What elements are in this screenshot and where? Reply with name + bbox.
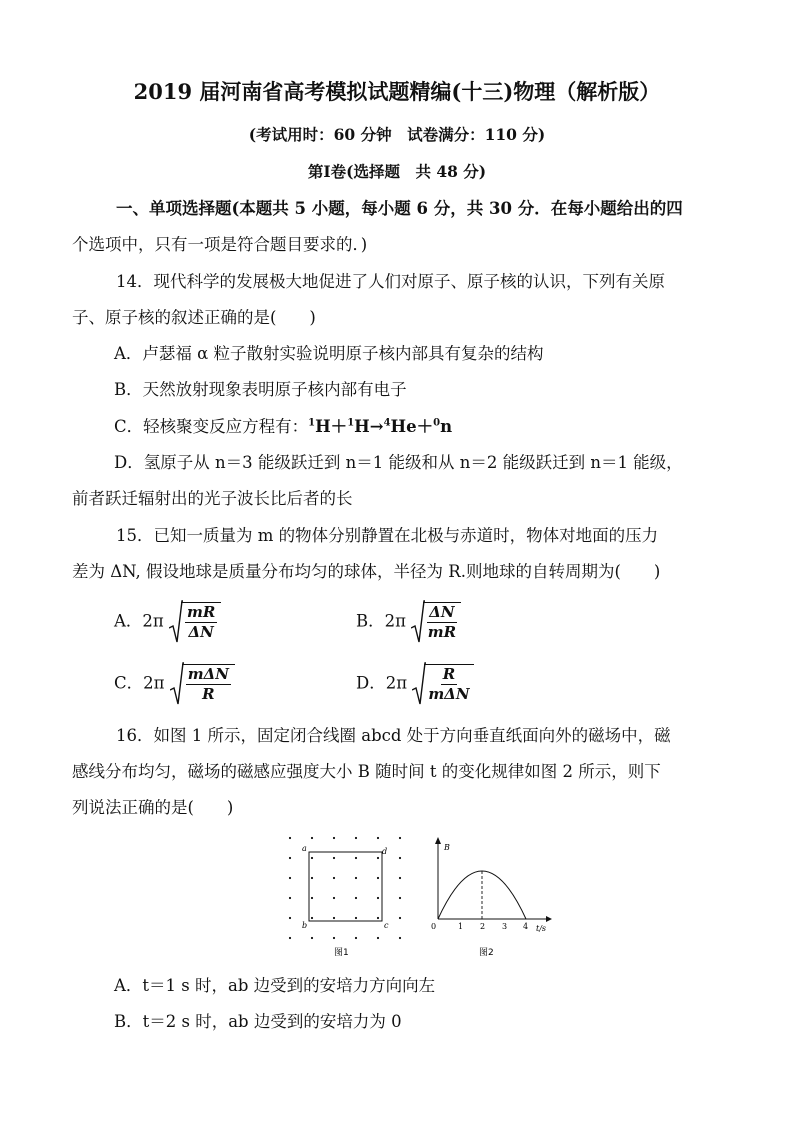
field-dot [355, 837, 357, 839]
q15-a-label: A．2π [114, 611, 164, 631]
q14-c-mass-2: 1 [347, 417, 355, 429]
page-title: 2019 届河南省高考模拟试题精编(十三)物理（解析版） [133, 79, 661, 104]
field-dot [399, 917, 401, 919]
coil-abcd [309, 852, 382, 921]
q15-stem-line-2: 差为 ΔN, 假设地球是质量分布均匀的球体，半径为 R.则地球的自转周期为( ) [72, 562, 661, 581]
field-dot [289, 937, 291, 939]
field-dot [311, 897, 313, 899]
q14-stem-line-2: 子、原子核的叙述正确的是( ) [72, 308, 316, 327]
q14-c-eq-3: He＋ [390, 417, 434, 436]
field-dot [289, 857, 291, 859]
q15-d-label: D．2π [356, 673, 408, 693]
field-dot [289, 917, 291, 919]
q15-a-radical [169, 600, 221, 644]
field-dot [377, 857, 379, 859]
origin-label: 0 [431, 922, 437, 931]
figure-2-graph [428, 836, 558, 960]
q15-c-denominator: R [202, 685, 215, 703]
field-dot [333, 937, 335, 939]
field-dot [355, 857, 357, 859]
instructions-line-2: 个选项中，只有一项是符合题目要求的．) [72, 235, 368, 254]
field-dot [377, 877, 379, 879]
q14-option-c-prefix: C．轻核聚变反应方程有： [114, 417, 309, 436]
field-dot [399, 937, 401, 939]
q15-stem-line-1: 15．已知一质量为 m 的物体分别静置在北极与赤道时，物体对地面的压力 [116, 526, 659, 545]
q15-d-numerator: R [442, 665, 456, 683]
q14-option-d-line-2: 前者跃迁辐射出的光子波长比后者的长 [72, 489, 353, 508]
q14-c-eq-1: H＋ [315, 417, 348, 436]
field-dot [289, 837, 291, 839]
x-axis-arrow-icon [546, 916, 552, 922]
field-dot [377, 837, 379, 839]
q15-option-d [356, 662, 474, 706]
field-dot [399, 877, 401, 879]
q16-option-b: B．t＝2 s 时，ab 边受到的安培力为 0 [114, 1012, 402, 1031]
field-dot [311, 937, 313, 939]
q14-c-mass-1: 1 [308, 417, 316, 429]
field-dot [289, 877, 291, 879]
q14-c-eq-4: n [440, 417, 453, 436]
instructions-line-1: 一、单项选择题(本题共 5 小题，每小题 6 分，共 30 分．在每小题给出的四 [116, 199, 683, 218]
q15-a-fraction [181, 602, 221, 642]
field-dot [333, 837, 335, 839]
field-dot [311, 877, 313, 879]
y-axis-arrow-icon [435, 837, 441, 844]
q16-stem-line-3: 列说法正确的是( ) [72, 798, 234, 817]
tick-label-3: 3 [502, 922, 508, 931]
q15-d-denominator: mΔN [428, 685, 470, 703]
coil-corner-a: a [302, 844, 307, 853]
q15-option-a [114, 600, 221, 644]
field-dot [377, 917, 379, 919]
q15-b-numerator: ΔN [429, 603, 455, 621]
q15-option-c [114, 662, 235, 706]
field-dot [333, 877, 335, 879]
field-dot [333, 917, 335, 919]
q16-option-a: A．t＝1 s 时，ab 边受到的安培力方向向左 [114, 976, 436, 995]
q15-d-fraction [424, 664, 473, 704]
q15-c-fraction [182, 664, 235, 704]
q15-c-radical [170, 662, 235, 706]
q14-option-b: B．天然放射现象表明原子核内部有电子 [114, 380, 407, 399]
field-dot [377, 937, 379, 939]
q14-c-eq-2: H→ [354, 417, 384, 436]
exam-info: (考试用时：60 分钟 试卷满分：110 分) [248, 125, 546, 144]
field-dot [311, 857, 313, 859]
coil-corner-c: c [384, 921, 389, 930]
q15-a-numerator: mR [187, 603, 216, 621]
figure-1-caption: 图1 [334, 948, 349, 958]
q14-option-a: A．卢瑟福 α 粒子散射实验说明原子核内部具有复杂的结构 [114, 344, 544, 363]
field-dot [311, 917, 313, 919]
field-dot [399, 897, 401, 899]
field-dot [355, 917, 357, 919]
q15-a-denominator: ΔN [188, 623, 214, 641]
q15-d-radical [412, 662, 473, 706]
q16-stem-line-2: 感线分布均匀，磁场的磁感应强度大小 B 随时间 t 的变化规律如图 2 所示，则下 [72, 762, 661, 781]
q15-b-label: B．2π [356, 611, 406, 631]
q14-option-d-line-1: D．氢原子从 n＝3 能级跃迁到 n＝1 能级和从 n＝2 能级跃迁到 n＝1 能级， [114, 453, 683, 472]
figure-2-caption: 图2 [479, 948, 494, 958]
tick-label-1: 1 [458, 922, 464, 931]
field-dot [355, 897, 357, 899]
q15-c-label: C．2π [114, 673, 165, 693]
field-dot [399, 857, 401, 859]
x-axis-label: t/s [536, 924, 547, 933]
q15-b-denominator: mR [427, 623, 457, 641]
q15-option-b [356, 600, 461, 644]
field-dot [289, 897, 291, 899]
figure-1-coil [280, 828, 410, 960]
field-dot [399, 837, 401, 839]
q16-stem-line-1: 16．如图 1 所示，固定闭合线圈 abcd 处于方向垂直纸面向外的磁场中，磁 [116, 726, 671, 745]
section-heading: 第Ⅰ卷(选择题 共 48 分) [307, 162, 487, 181]
field-dot [355, 877, 357, 879]
q14-c-mass-4: 0 [433, 417, 441, 429]
field-dot [377, 897, 379, 899]
coil-corner-d: d [382, 847, 388, 856]
field-dot [311, 837, 313, 839]
tick-label-4: 4 [523, 922, 529, 931]
field-dot [355, 937, 357, 939]
field-dot [333, 857, 335, 859]
q14-stem-line-1: 14．现代科学的发展极大地促进了人们对原子、原子核的认识，下列有关原 [116, 272, 665, 291]
coil-corner-b: b [302, 921, 308, 930]
q15-b-fraction [423, 602, 460, 642]
q14-option-c [114, 416, 452, 438]
q15-b-radical [411, 600, 460, 644]
y-axis-label: B [444, 843, 450, 852]
q15-c-numerator: mΔN [187, 665, 229, 683]
field-dot [333, 897, 335, 899]
q14-c-mass-3: 4 [383, 417, 391, 429]
tick-label-2: 2 [480, 922, 486, 931]
